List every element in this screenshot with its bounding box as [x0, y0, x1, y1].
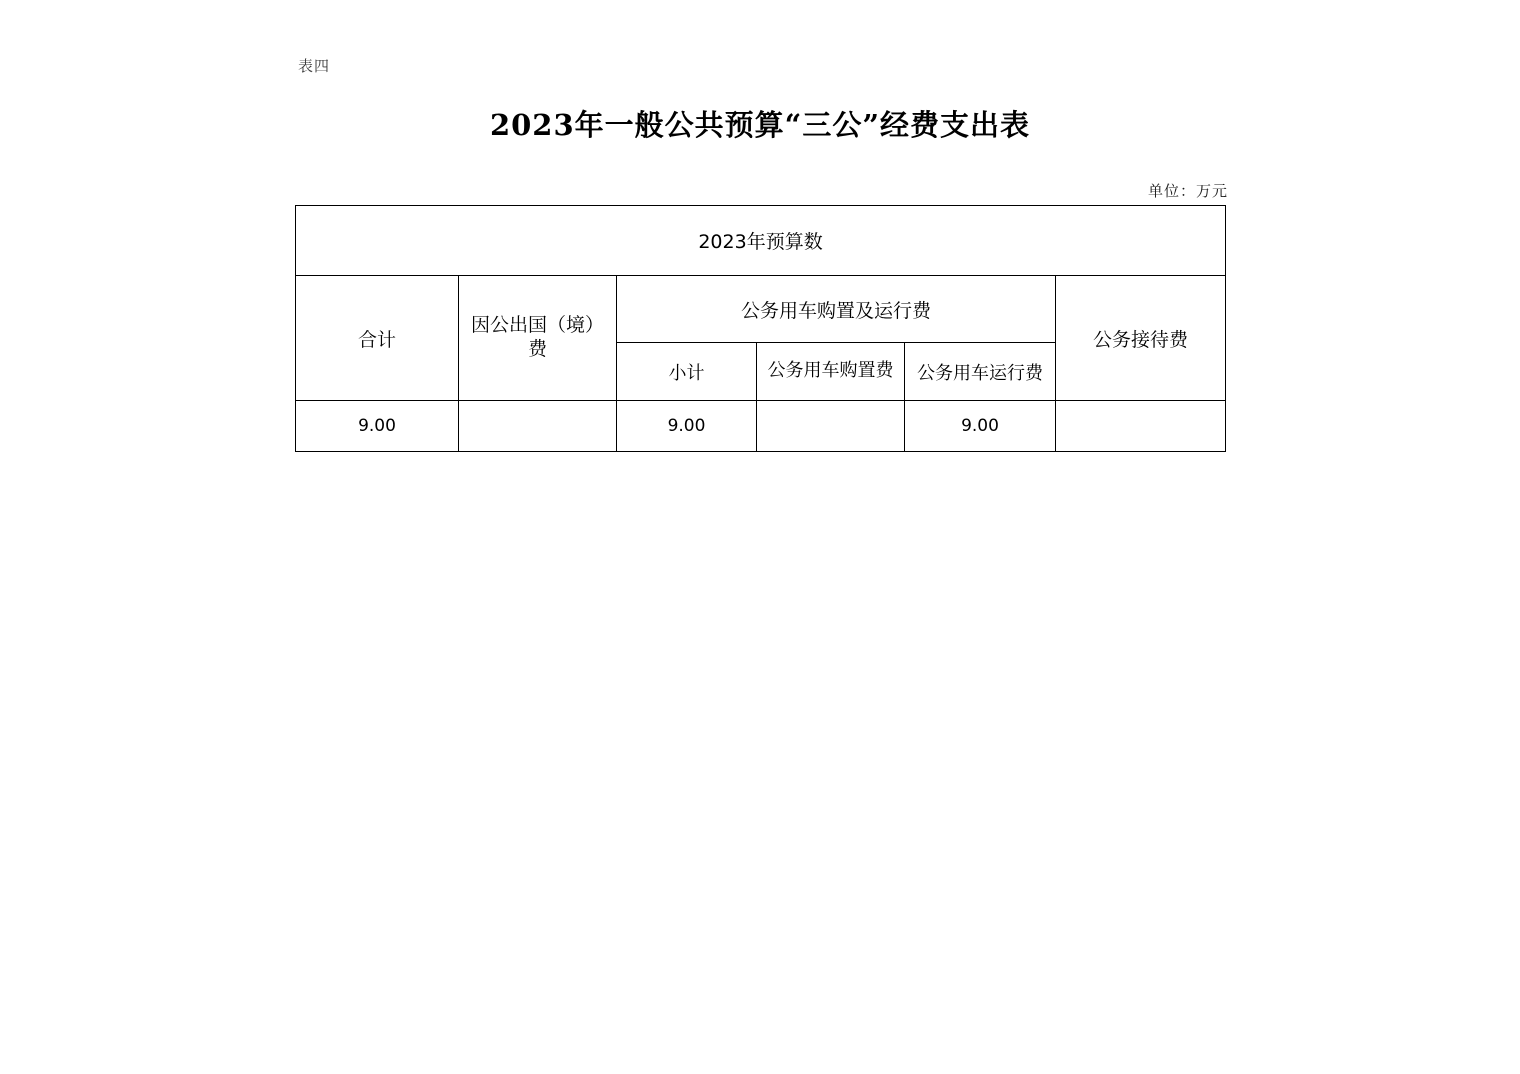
column-header-vehicle-purchase: 公务用车购置费 [757, 343, 905, 401]
cell-reception [1056, 401, 1226, 452]
page-title: 2023年一般公共预算“三公”经费支出表 [489, 108, 1031, 142]
cell-vehicle-purchase [757, 401, 905, 452]
table-group-header-row [296, 206, 1226, 276]
group-header-cell: 2023年预算数 [296, 206, 1226, 276]
column-header-vehicle-group: 公务用车购置及运行费 [617, 276, 1056, 343]
table-row [296, 401, 1226, 452]
cell-total: 9.00 [296, 401, 459, 452]
budget-table [295, 205, 1226, 452]
cell-vehicle-subtotal: 9.00 [617, 401, 757, 452]
cell-vehicle-operation: 9.00 [905, 401, 1056, 452]
unit-note: 单位：万元 [1147, 182, 1228, 200]
column-header-reception: 公务接待费 [1056, 276, 1226, 401]
column-header-vehicle-subtotal: 小计 [617, 343, 757, 401]
column-header-vehicle-operation: 公务用车运行费 [905, 343, 1056, 401]
cell-abroad [459, 401, 617, 452]
column-header-abroad: 因公出国（境）费 [459, 276, 617, 401]
table-header-row-1 [296, 276, 1226, 343]
column-header-total: 合计 [296, 276, 459, 401]
table-number-label: 表四 [298, 57, 331, 75]
